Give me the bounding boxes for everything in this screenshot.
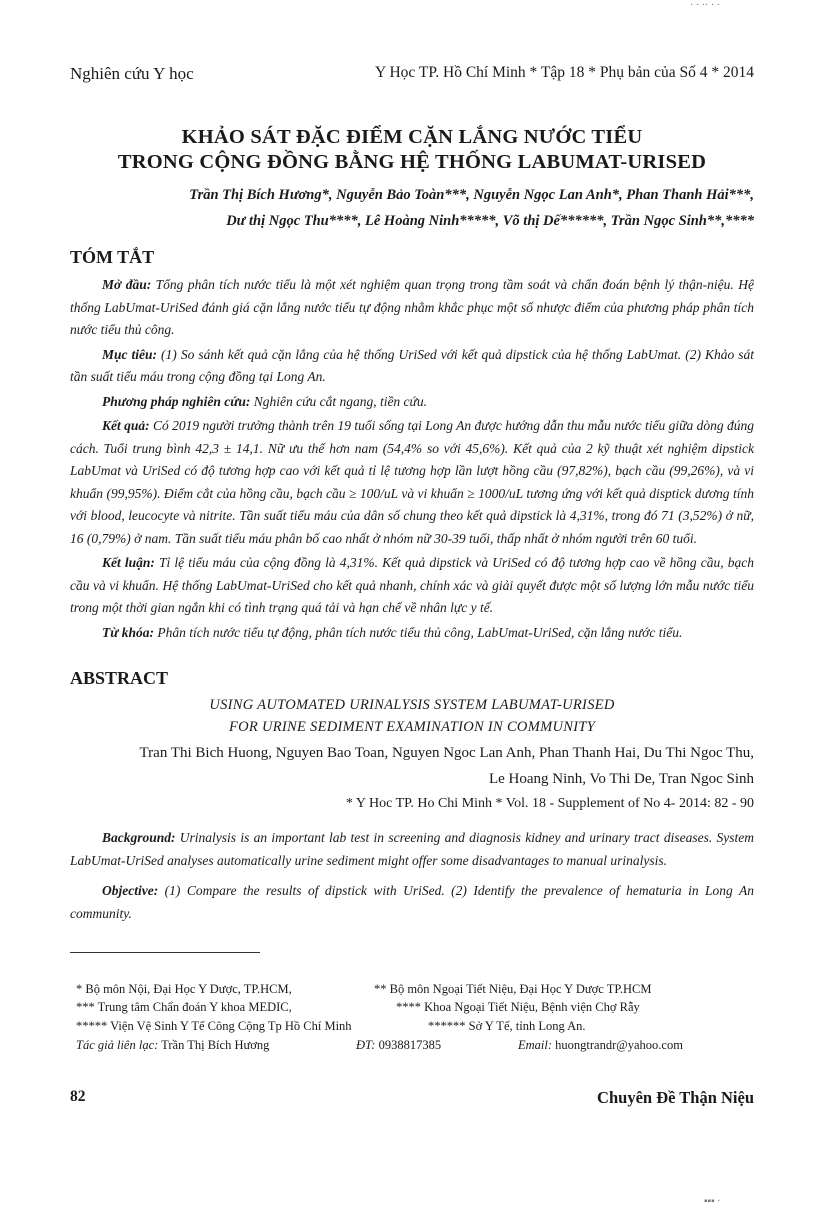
paragraph-label: Từ khóa: (102, 624, 154, 640)
abstract-citation: * Y Hoc TP. Ho Chi Minh * Vol. 18 - Supplement of No 4- 2014: 82 - 90 (345, 796, 754, 811)
summary-paragraph (70, 552, 754, 620)
paragraph-text: Urinalysis is an important lab test in screening and diagnosis kidney and urinary tract diseases. System LabUmat-UriSed analyses automatically urine sediment might offer some disadvantages to manual urinalysis. (70, 830, 754, 868)
contact-label: Tác giả liên lạc: (76, 1038, 159, 1052)
title-line-1: KHẢO SÁT ĐẶC ĐIỂM CẶN LẮNG NƯỚC TIỂU (181, 126, 643, 148)
header-left: Nghiên cứu Y học (70, 64, 194, 83)
email-label: Email: (518, 1038, 553, 1052)
paragraph-label: Phương pháp nghiên cứu: (102, 393, 251, 409)
footnote-email (518, 1038, 683, 1053)
footnote-affiliation-5: ***** Viện Vệ Sinh Y Tế Công Cộng Tp Hồ Chí Minh (76, 1019, 352, 1033)
paragraph-label: Background: (102, 830, 176, 845)
scan-artifact-bottom: ▪▪▪ · (704, 1196, 721, 1207)
summary-paragraph (70, 344, 754, 389)
footnote-affiliation-3: *** Trung tâm Chẩn đoán Y khoa MEDIC, (76, 1000, 292, 1014)
paragraph-text: (1) So sánh kết quả cặn lắng của hệ thống UriSed với kết quả dipstick của hệ thống LabUmat. (2) Khảo sát tần suất tiểu máu trong cộng đồng tại Long An. (70, 346, 754, 384)
authors-vi-line-2: Dư thị Ngọc Thu****, Lê Hoàng Ninh*****, Võ thị Dế******, Trần Ngọc Sinh**,**** (226, 213, 754, 229)
footnote-affiliation-4: **** Khoa Ngoại Tiết Niệu, Bệnh viện Chợ Rẫy (396, 1000, 640, 1014)
abstract-authors-line-2: Le Hoang Ninh, Vo Thi De, Tran Ngoc Sinh (488, 771, 754, 787)
footnote-phone (356, 1038, 441, 1053)
paragraph-label: Kết luận: (102, 555, 155, 570)
summary-paragraph (70, 274, 754, 342)
paragraph-text: (1) Compare the results of dipstick with UriSed. (2) Identify the prevalence of hematuria in Long An community. (70, 883, 754, 921)
paragraph-label: Objective: (102, 883, 159, 898)
abstract-paragraph (70, 880, 754, 925)
title-line-2: TRONG CỘNG ĐỒNG BẰNG HỆ THỐNG LABUMAT-URISED (117, 151, 707, 173)
summary-paragraph (70, 622, 754, 645)
footnote-affiliation-1: * Bộ môn Nội, Đại Học Y Dược, TP.HCM, (76, 982, 292, 996)
abstract-authors-line-1: Tran Thi Bich Huong, Nguyen Bao Toan, Nguyen Ngoc Lan Anh, Phan Thanh Hai, Du Thi Ngoc Thu, (139, 745, 754, 761)
abstract-heading: ABSTRACT (70, 668, 169, 688)
page-number: 82 (70, 1088, 86, 1105)
phone-number: 0938817385 (375, 1038, 442, 1052)
header-right: Y Học TP. Hồ Chí Minh * Tập 18 * Phụ bản của Số 4 * 2014 (374, 64, 754, 81)
paragraph-label: Kết quả: (102, 418, 150, 433)
summary-paragraph (70, 415, 754, 550)
footnote-affiliation-6: ****** Sở Y Tế, tỉnh Long An. (428, 1019, 586, 1033)
footnote-divider (70, 952, 260, 953)
paragraph-text: Tỉ lệ tiểu máu của cộng đồng là 4,31%. Kết quả dipstick và UriSed có độ tương hợp cao về hồng cầu, bạch cầu và vi khuẩn. Hệ thống LabUmat-UriSed cho kết quả nhanh, chính xác và giải quyết được một số lượng lớn mẫu nước tiểu trong một thời gian ngắn khi có tình trạng quá tải và hạn chế về nhân lực y tế. (70, 555, 754, 615)
summary-heading: TÓM TẮT (70, 247, 155, 267)
paragraph-text: Nghiên cứu cắt ngang, tiền cứu. (250, 393, 428, 409)
paragraph-label: Mục tiêu: (102, 346, 158, 362)
paragraph-text: Có 2019 người trưởng thành trên 19 tuổi sống tại Long An được hướng dẫn thu mẫu nước tiểu giữa dòng đúng cách. Tuổi trung bình 42,3 ± 14,1. Nữ ưu thế hơn nam (54,4% so với 45,6%). Kết quả của 2 kỹ thuật xét nghiệm dipstick LabUmat và UriSed có độ tương hợp cao với kết quả tỉ lệ tương hợp lần lượt hồng cầu (97,82%), bạch cầu (99,26%), và vi khuẩn (99,95%). Điểm cắt của hồng cầu, bạch cầu ≥ 100/uL và vi khuẩn ≥ 1000/uL tương ứng với kết quả disptick dương tính với blood, leucocyte và nitrite. Tần suất tiểu máu của dân số chung theo kết quả dipstick là 4,31%, trong đó 71 (3,52%) ở nữ, 16 (0,79%) ở nam. Tần suất tiểu máu phân bố cao nhất ở nhóm nữ 30-39 tuổi, thấp nhất ở nhóm người trên 60 tuổi. (70, 418, 754, 546)
scan-artifact-top: · · ·· · · (690, 0, 720, 11)
abstract-paragraph (70, 827, 754, 872)
paragraph-text: Phân tích nước tiểu tự động, phân tích nước tiểu thủ công, LabUmat-UriSed, cặn lắng nước tiểu. (153, 624, 683, 640)
authors-vi-line-1: Trần Thị Bích Hương*, Nguyễn Bảo Toàn***, Nguyễn Ngọc Lan Anh*, Phan Thanh Hải***, (189, 187, 754, 203)
paragraph-label: Mở đầu: (102, 277, 152, 292)
contact-name: Trần Thị Bích Hương (158, 1038, 270, 1052)
summary-vi-body (70, 274, 754, 646)
abstract-title-line-1: USING AUTOMATED URINALYSIS SYSTEM LABUMAT-URISED (209, 697, 615, 713)
phone-label: ĐT: (356, 1038, 376, 1052)
footnote-affiliation-2: ** Bộ môn Ngoại Tiết Niệu, Đại Học Y Dược TP.HCM (374, 982, 652, 996)
email-address: huongtrandr@yahoo.com (552, 1038, 683, 1052)
summary-paragraph (70, 391, 754, 414)
abstract-en-body (70, 827, 754, 933)
paragraph-text: Tổng phân tích nước tiểu là một xét nghiệm quan trọng trong tầm soát và chẩn đoán bệnh lý thận-niệu. Hệ thống LabUmat-UriSed đánh giá cặn lắng nước tiểu tự động nhằm khắc phục một số nhược điểm của phương pháp phân tích nước tiểu thủ công. (70, 277, 754, 337)
footer-section: Chuyên Đề Thận Niệu (597, 1088, 754, 1107)
abstract-title-line-2: FOR URINE SEDIMENT EXAMINATION IN COMMUNITY (228, 719, 596, 735)
footnote-contact (76, 1038, 269, 1053)
